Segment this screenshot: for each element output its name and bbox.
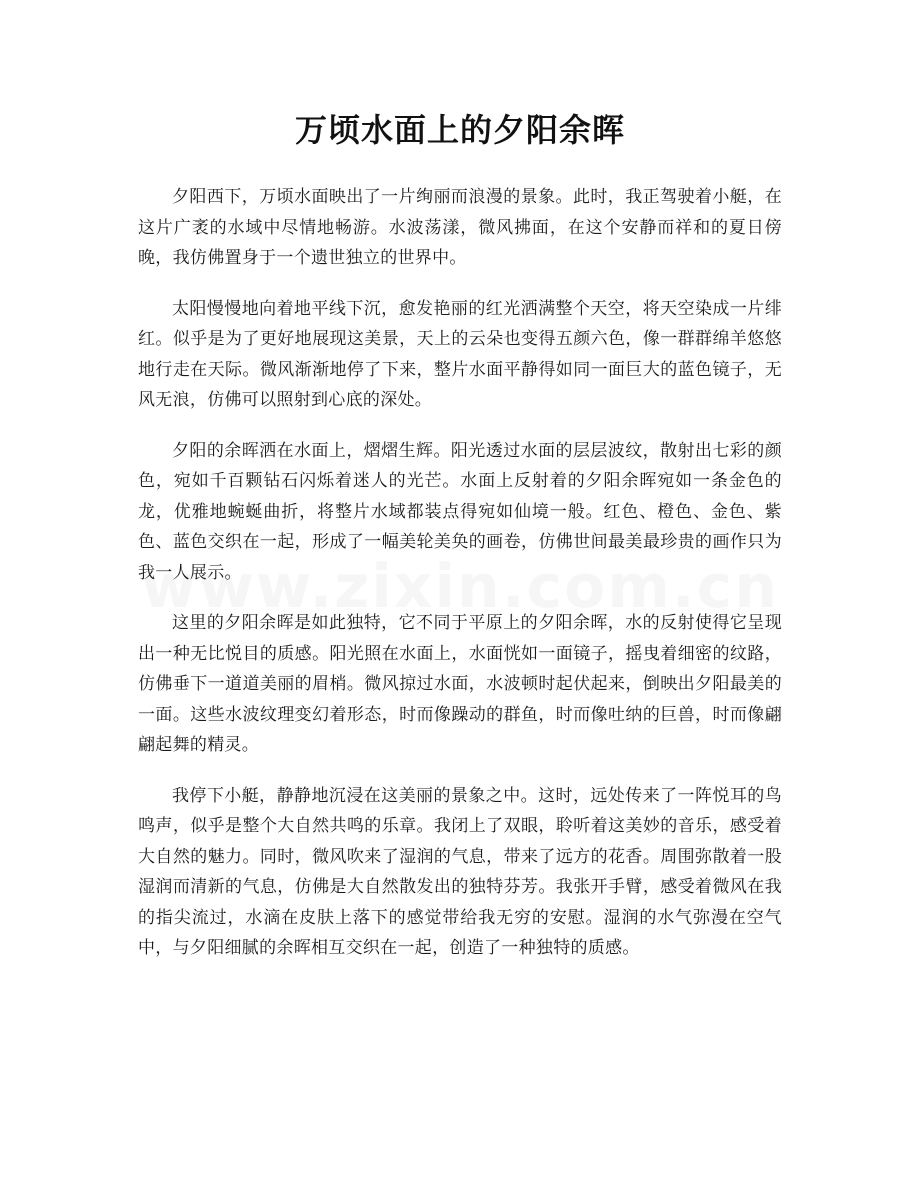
paragraph-5: 我停下小艇，静静地沉浸在这美丽的景象之中。这时，远处传来了一阵悦耳的鸟鸣声，似乎是整个大自然共鸣的乐章。我闭上了双眼，聆听着这美妙的音乐，感受着大自然的魅力。同时，微风吹来了湿润的气息，带来了远方的花香。周围弥散着一股湿润而清新的气息，仿佛是大自然散发出的独特芬芳。我张开手臂，感受着微风在我的指尖流过，水滴在皮肤上落下的感觉带给我无穷的安慰。湿润的水气弥漫在空气中，与夕阳细腻的余晖相互交织在一起，创造了一种独特的质感。 [138, 785, 782, 958]
paragraph-2: 太阳慢慢地向着地平线下沉，愈发艳丽的红光洒满整个天空，将天空染成一片绯红。似乎是为了更好地展现这美景，天上的云朵也变得五颜六色，像一群群绵羊悠悠地行走在天际。微风渐渐地停了下来，整片水面平静得如同一面巨大的蓝色镜子，无风无浪，仿佛可以照射到心底的深处。 [138, 298, 782, 410]
paragraph-1: 夕阳西下，万顷水面映出了一片绚丽而浪漫的景象。此时，我正驾驶着小艇，在这片广袤的水域中尽情地畅游。水波荡漾，微风拂面，在这个安静而祥和的夏日傍晚，我仿佛置身于一个遗世独立的世界中。 [138, 187, 782, 268]
paragraph-3: 夕阳的余晖洒在水面上，熠熠生辉。阳光透过水面的层层波纹，散射出七彩的颜色，宛如千百颗钻石闪烁着迷人的光芒。水面上反射着的夕阳余晖宛如一条金色的龙，优雅地蜿蜒曲折，将整片水域都装点得宛如仙境一般。红色、橙色、金色、紫色、蓝色交织在一起，形成了一幅美轮美奂的画卷，仿佛世间最美最珍贵的画作只为我一人展示。 [138, 440, 782, 583]
document-body [138, 182, 782, 984]
paragraph-4: 这里的夕阳余晖是如此独特，它不同于平原上的夕阳余晖，水的反射使得它呈现出一种无比悦目的质感。阳光照在水面上，水面恍如一面镜子，摇曳着细密的纹路，仿佛垂下一道道美丽的眉梢。微风掠过水面，水波顿时起伏起来，倒映出夕阳最美的一面。这些水波纹理变幻着形态，时而像躁动的群鱼，时而像吐纳的巨兽，时而像翩翩起舞的精灵。 [138, 613, 782, 755]
document-title: 万顷水面上的夕阳余晖 [294, 111, 625, 149]
